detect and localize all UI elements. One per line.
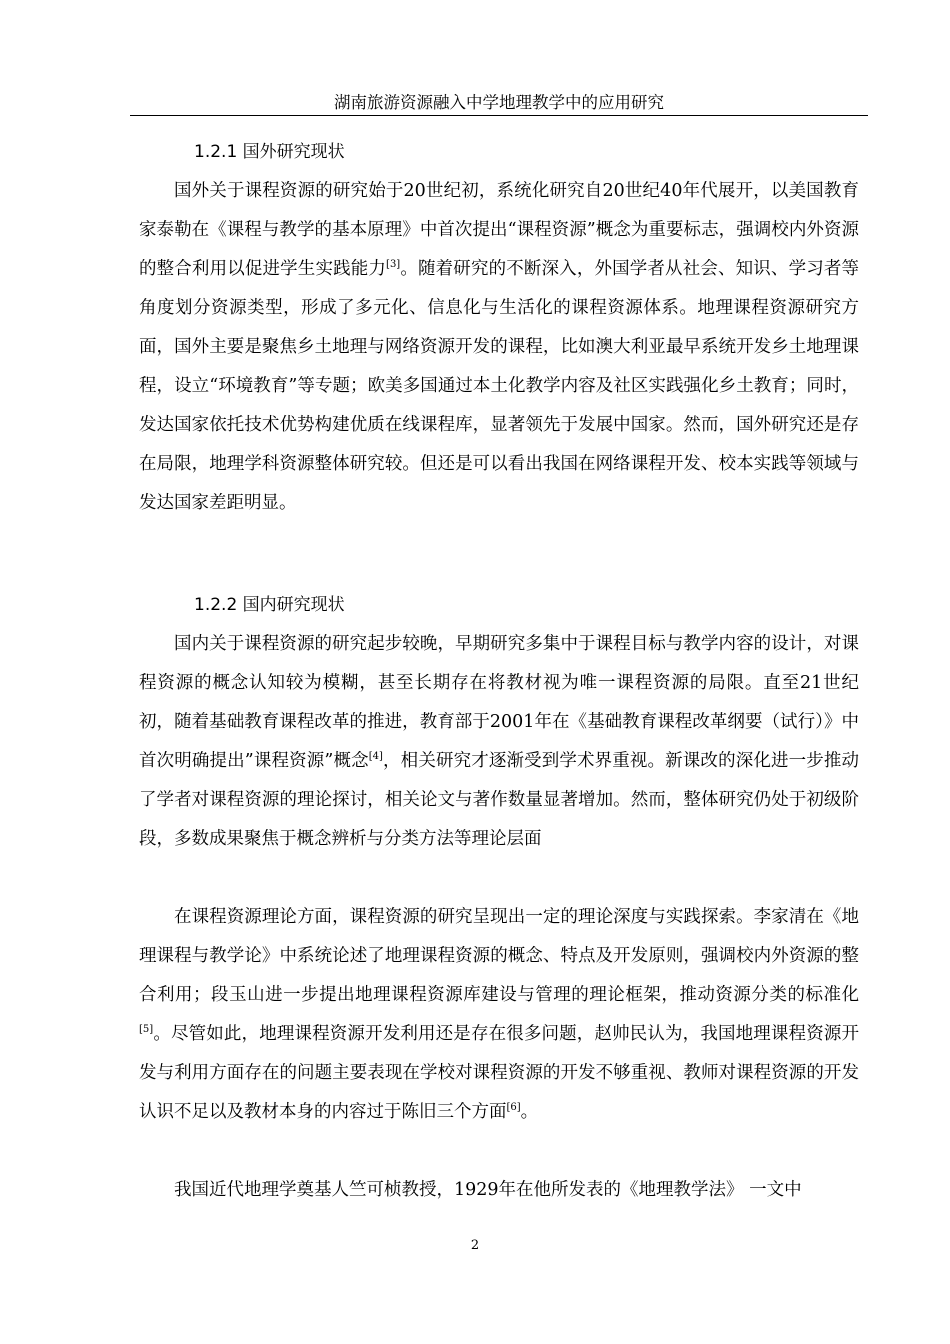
page-number: 2 xyxy=(470,1238,480,1253)
text-run: ，相关研究才逐渐受到学术界重视。新课改的深化进一步推动了学者对课程资源的理论探讨，相关论文与著作数量显著增加。然而，整体研究仍处于初级阶段，多数成果聚焦于概念辨析与分类方法等理论层面 xyxy=(139,751,859,849)
citation-ref: [3] xyxy=(386,259,401,271)
citation-ref: [4] xyxy=(368,751,383,763)
paragraph-foreign-research xyxy=(139,172,859,523)
paragraph-domestic-research xyxy=(139,625,859,859)
paragraph-zhu-kezhen xyxy=(139,1171,859,1210)
paragraph-theory xyxy=(139,898,859,1132)
text-run: 在课程资源理论方面，课程资源的研究呈现出一定的理论深度与实践探索。李家清在《地理课程与教学论》中系统论述了地理课程资源的概念、特点及开发原则，强调校内外资源的整合利用；段玉山进一步提出地理课程资源库建设与管理的理论框架，推动资源分类的标准化 xyxy=(139,907,859,1005)
section-heading-1-2-2: 1.2.2 国内研究现状 xyxy=(194,595,345,615)
header-rule xyxy=(130,115,868,116)
running-header: 湖南旅游资源融入中学地理教学中的应用研究 xyxy=(334,93,664,112)
text-run: 。尽管如此，地理课程资源开发利用还是存在很多问题，赵帅民认为，我国地理课程资源开发与利用方面存在的问题主要表现在学校对课程资源的开发不够重视、教师对课程资源的开发认识不足以及教材本身的内容过于陈旧三个方面 xyxy=(139,1024,859,1122)
text-run: 。 xyxy=(520,1102,539,1122)
text-run: 国外关于课程资源的研究始于20世纪初，系统化研究自20世纪40年代展开，以美国教育家泰勒在《课程与教学的基本原理》中首次提出“课程资源”概念为重要标志，强调校内外资源的整合利用以促进学生实践能力 xyxy=(139,181,859,279)
citation-ref: [5] xyxy=(139,1024,154,1036)
citation-ref: [6] xyxy=(506,1102,521,1114)
text-run: 。随着研究的不断深入，外国学者从社会、知识、学习者等角度划分资源类型，形成了多元化、信息化与生活化的课程资源体系。地理课程资源研究方面，国外主要是聚焦乡土地理与网络资源开发的课程，比如澳大利亚最早系统开发乡土地理课程，设立“环境教育”等专题；欧美多国通过本土化教学内容及社区实践强化乡土教育；同时，发达国家依托技术优势构建优质在线课程库，显著领先于发展中国家。然而，国外研究还是存在局限，地理学科资源整体研究较。但还是可以看出我国在网络课程开发、校本实践等领域与发达国家差距明显。 xyxy=(139,259,860,513)
text-run: 我国近代地理学奠基人竺可桢教授，1929年在他所发表的《地理教学法》 一文中 xyxy=(174,1180,802,1200)
text-run: 国内关于课程资源的研究起步较晚，早期研究多集中于课程目标与教学内容的设计，对课程资源的概念认知较为模糊，甚至长期存在将教材视为唯一课程资源的局限。直至21世纪初，随着基础教育课程改革的推进，教育部于2001年在《基础教育课程改革纲要（试行）》中首次明确提出”课程资源”概念 xyxy=(139,634,859,771)
section-heading-1-2-1: 1.2.1 国外研究现状 xyxy=(194,142,345,162)
